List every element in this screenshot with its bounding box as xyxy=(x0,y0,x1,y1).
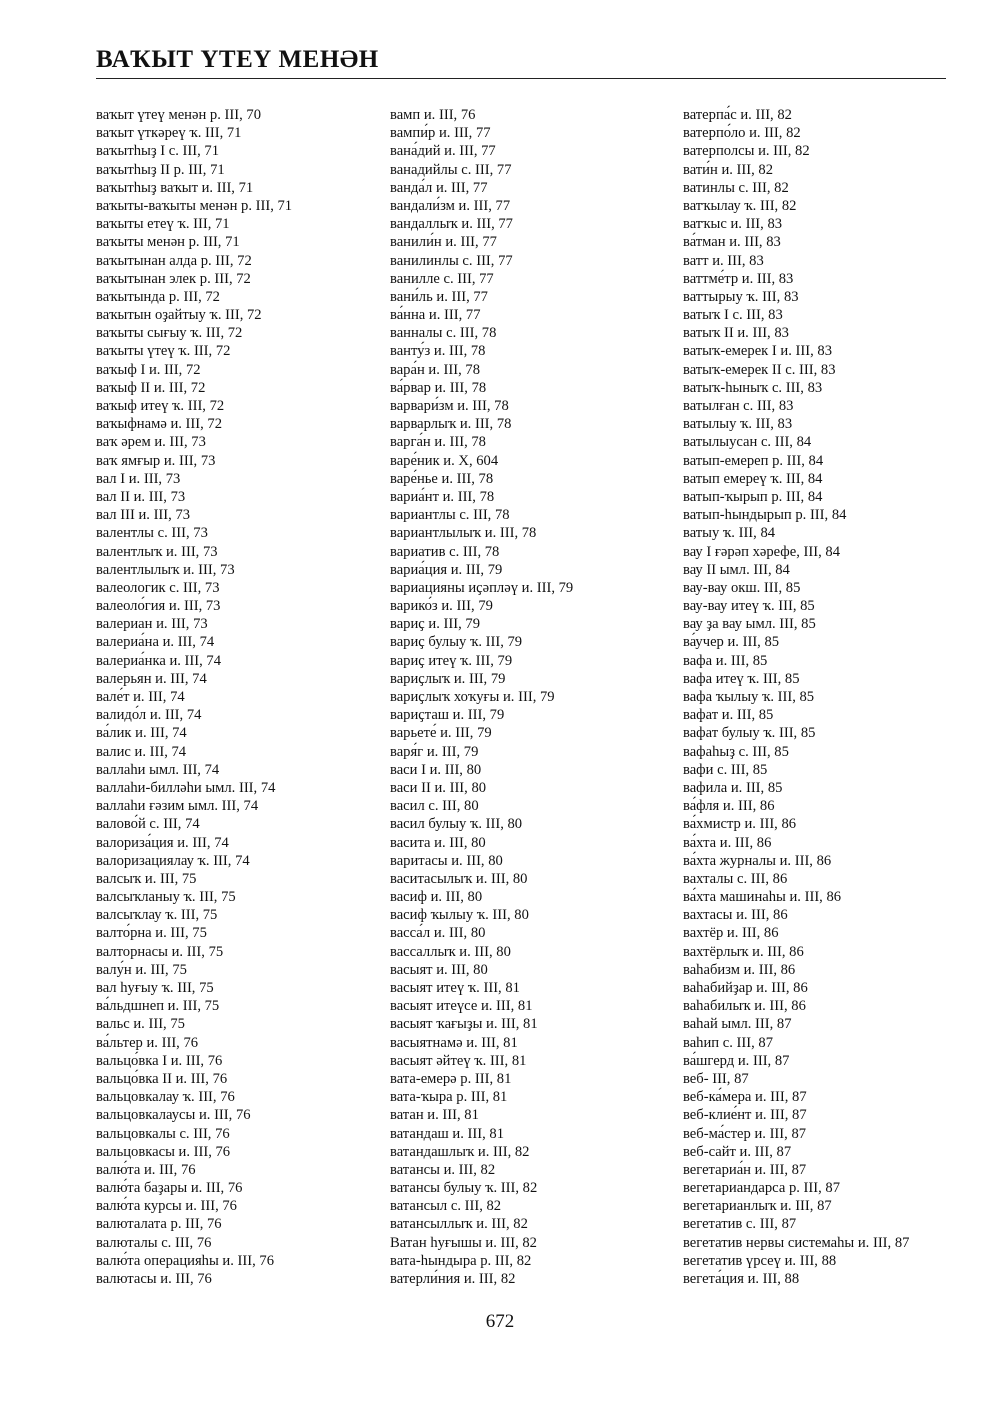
index-entry: васиф и. III, 80 xyxy=(390,889,483,906)
index-entry: васыят әйтеү ҡ. III, 81 xyxy=(390,1052,527,1069)
index-entry: ваҡытһыҙ II р. III, 71 xyxy=(96,161,225,178)
index-entry: ва́льтер и. III, 76 xyxy=(96,1034,199,1051)
running-head: ВАҠЫТ ҮТЕҮ МЕНӘН xyxy=(96,46,379,73)
index-entry: вариацияны иҫәпләү и. III, 79 xyxy=(390,579,574,596)
index-entry: вал I и. III, 73 xyxy=(96,470,181,487)
index-entry: вау-вау итеү ҡ. III, 85 xyxy=(683,598,815,615)
index-entry: ва́учер и. III, 85 xyxy=(683,634,780,651)
index-entry: валово́й с. III, 74 xyxy=(96,816,200,833)
index-entry: васыят и. III, 80 xyxy=(390,961,488,978)
index-entry: вафаһыҙ с. III, 85 xyxy=(683,743,789,760)
index-entry: ваҡытһыҙ ваҡыт и. III, 71 xyxy=(96,179,254,196)
index-entry: ва́нна и. III, 77 xyxy=(390,307,481,324)
index-entry: вафа ҡылыу ҡ. III, 85 xyxy=(683,689,815,705)
index-entry: вариҫ итеү ҡ. III, 79 xyxy=(390,652,513,669)
index-entry: вахтасы и. III, 86 xyxy=(683,907,788,924)
index-entry: ваһабизм и. III, 86 xyxy=(683,961,796,978)
index-entry: валоризациялау ҡ. III, 74 xyxy=(96,852,250,869)
index-entry: ватерпо́ло и. III, 82 xyxy=(683,125,801,142)
index-entry: варя́г и. III, 79 xyxy=(390,743,479,760)
index-entry: вахтёрлыҡ и. III, 86 xyxy=(683,943,804,960)
index-column-1 xyxy=(96,106,381,1288)
index-entry: вариҫлыҡ и. III, 79 xyxy=(390,670,506,687)
index-entry: вахтёр и. III, 86 xyxy=(683,925,779,942)
index-entry: вал II и. III, 73 xyxy=(96,488,186,505)
index-entry: валлаһи ғәзим ымл. III, 74 xyxy=(96,798,259,815)
index-entry: валсыҡ и. III, 75 xyxy=(96,870,197,887)
index-entry: вал III и. III, 73 xyxy=(96,507,191,524)
index-entry: вафи с. III, 85 xyxy=(683,761,768,778)
index-entry: вальцовкалы с. III, 76 xyxy=(96,1125,230,1142)
index-entry: вафила и. III, 85 xyxy=(683,779,783,796)
index-entry: валсыҡланыу ҡ. III, 75 xyxy=(96,889,236,906)
index-entry: ватандашлыҡ и. III, 82 xyxy=(390,1143,530,1160)
index-entry: веб-сайт и. III, 87 xyxy=(683,1143,792,1160)
index-entry: вал һуғыу ҡ. III, 75 xyxy=(96,980,214,996)
index-entry: ватерпа́с и. III, 82 xyxy=(683,107,792,123)
index-entry: вальцовкалаусы и. III, 76 xyxy=(96,1107,251,1124)
index-entry: ватылған с. III, 83 xyxy=(683,398,794,414)
index-entry: валис и. III, 74 xyxy=(96,743,187,760)
index-entry: вариҫ и. III, 79 xyxy=(390,616,480,633)
index-entry: вариантлылыҡ и. III, 78 xyxy=(390,525,537,542)
index-entry: вати́н и. III, 82 xyxy=(683,161,774,178)
index-entry: вара́н и. III, 78 xyxy=(390,361,480,378)
index-entry: ваҡыты үтеү ҡ. III, 72 xyxy=(96,343,231,360)
index-entry: ва́хта журналы и. III, 86 xyxy=(683,852,832,869)
index-entry: ватыҡ-емерек II с. III, 83 xyxy=(683,361,836,378)
index-entry: валюталы с. III, 76 xyxy=(96,1234,212,1251)
index-entry: варико́з и. III, 79 xyxy=(390,598,493,615)
index-entry: вариантлы с. III, 78 xyxy=(390,507,510,524)
index-entry: ватып-емереп р. III, 84 xyxy=(683,452,824,469)
index-entry: ватансы булыу ҡ. III, 82 xyxy=(390,1180,538,1197)
index-entry: васыятнамә и. III, 81 xyxy=(390,1034,518,1051)
index-entry: васитасылыҡ и. III, 80 xyxy=(390,870,528,887)
index-entry: вегета́ция и. III, 88 xyxy=(683,1271,800,1287)
index-entry: вандали́зм и. III, 77 xyxy=(390,197,511,214)
index-entry: вамп и. III, 76 xyxy=(390,107,476,123)
index-entry: валсыҡлау ҡ. III, 75 xyxy=(96,907,218,924)
index-entry: васыят итеүсе и. III, 81 xyxy=(390,998,533,1015)
index-entry: валентлылыҡ и. III, 73 xyxy=(96,561,235,578)
index-entry: ватыҡ-һыныҡ с. III, 83 xyxy=(683,379,823,396)
index-entry: вата-ҡыра р. III, 81 xyxy=(390,1089,508,1106)
index-entry: Ватан һуғышы и. III, 82 xyxy=(390,1234,537,1251)
index-entry: валюталата р. III, 76 xyxy=(96,1216,222,1233)
index-entry: ватерполсы и. III, 82 xyxy=(683,143,810,160)
index-entry: ватҡыс и. III, 83 xyxy=(683,216,783,233)
index-entry: ватып-ҡырып р. III, 84 xyxy=(683,488,823,505)
index-entry: ва́рвар и. III, 78 xyxy=(390,379,487,396)
index-entry: ва́хта и. III, 86 xyxy=(683,834,772,851)
index-entry: ваҡыты-ваҡыты менән р. III, 71 xyxy=(96,197,293,214)
index-entry: ванилле с. III, 77 xyxy=(390,270,494,287)
index-entry: ватылыусан с. III, 84 xyxy=(683,434,812,451)
index-column-3 xyxy=(683,106,983,1288)
index-entry: вандаллыҡ и. III, 77 xyxy=(390,216,513,233)
index-entry: вегетариандарса р. III, 87 xyxy=(683,1180,841,1197)
index-entry: валериа́нка и. III, 74 xyxy=(96,652,222,669)
index-entry: валериа́на и. III, 74 xyxy=(96,634,215,651)
index-entry: валю́та операцияһы и. III, 76 xyxy=(96,1252,274,1269)
index-entry: васита и. III, 80 xyxy=(390,834,486,851)
index-entry: ватылыу ҡ. III, 83 xyxy=(683,416,793,433)
index-entry: веб-ка́мера и. III, 87 xyxy=(683,1089,807,1106)
index-entry: ваттырыу ҡ. III, 83 xyxy=(683,288,799,305)
index-entry: варварлыҡ и. III, 78 xyxy=(390,416,512,433)
index-entry: васи II и. III, 80 xyxy=(390,779,487,796)
index-entry: валериан и. III, 73 xyxy=(96,616,208,633)
index-entry: ванналы с. III, 78 xyxy=(390,325,497,342)
index-entry: ва́шгерд и. III, 87 xyxy=(683,1052,790,1069)
index-entry: вальцовкасы и. III, 76 xyxy=(96,1143,231,1160)
index-entry: валентлы с. III, 73 xyxy=(96,525,208,542)
page-number: 672 xyxy=(485,1311,515,1332)
index-entry: валидо́л и. III, 74 xyxy=(96,707,202,724)
index-entry: веб-клие́нт и. III, 87 xyxy=(683,1107,807,1124)
index-entry: ва́хмистр и. III, 86 xyxy=(683,816,797,833)
index-entry: валлаһи-билләһи ымл. III, 74 xyxy=(96,779,276,796)
header-rule xyxy=(96,78,946,79)
index-column-2 xyxy=(390,106,675,1288)
index-entry: вариа́нт и. III, 78 xyxy=(390,488,495,505)
index-entry: варе́нье и. III, 78 xyxy=(390,470,494,487)
index-entry: вариа́ция и. III, 79 xyxy=(390,561,503,578)
index-entry: ваҡытынан алда р. III, 72 xyxy=(96,252,252,269)
index-entry: ваҡытһыҙ I с. III, 71 xyxy=(96,143,219,160)
index-entry: ваһабийҙар и. III, 86 xyxy=(683,980,808,996)
index-entry: ваҡыф I и. III, 72 xyxy=(96,361,201,378)
index-entry: вегетарианлыҡ и. III, 87 xyxy=(683,1198,832,1215)
index-entry: варвари́зм и. III, 78 xyxy=(390,398,509,414)
index-entry: валто́рна и. III, 75 xyxy=(96,925,207,942)
index-entry: вана́дий и. III, 77 xyxy=(390,143,496,160)
index-entry: валеологик с. III, 73 xyxy=(96,579,220,596)
index-entry: ваҡытын оҙайтыу ҡ. III, 72 xyxy=(96,307,262,324)
index-entry: ватып-һындырып р. III, 84 xyxy=(683,507,847,524)
index-entry: вариҫлыҡ хоҡуғы и. III, 79 xyxy=(390,689,555,705)
index-entry: вата-һындыра р. III, 82 xyxy=(390,1252,532,1269)
index-entry: валерьян и. III, 74 xyxy=(96,670,207,687)
index-entry: ваҡыт үткәреү ҡ. III, 71 xyxy=(96,125,242,142)
index-entry: ванилинлы с. III, 77 xyxy=(390,252,513,269)
index-entry: ватансы и. III, 82 xyxy=(390,1161,496,1178)
index-entry: вальс и. III, 75 xyxy=(96,1016,185,1033)
index-entry: вафа и. III, 85 xyxy=(683,652,768,669)
index-entry: вале́т и. III, 74 xyxy=(96,689,185,705)
index-entry: ватансыллыҡ и. III, 82 xyxy=(390,1216,528,1233)
index-entry: вегетатив с. III, 87 xyxy=(683,1216,797,1233)
index-entry: ватҡылау ҡ. III, 82 xyxy=(683,197,797,214)
index-entry: валлаһи ымл. III, 74 xyxy=(96,761,220,778)
index-entry: валю́та и. III, 76 xyxy=(96,1161,196,1178)
index-entry: вани́ль и. III, 77 xyxy=(390,288,488,305)
index-entry: вау I ғәрәп хәрефе, III, 84 xyxy=(683,543,841,560)
index-entry: ваҡыты етеү ҡ. III, 71 xyxy=(96,216,230,233)
index-entry: вафат булыу ҡ. III, 85 xyxy=(683,725,816,742)
index-entry: ва́фля и. III, 86 xyxy=(683,798,775,815)
index-entry: валю́та курсы и. III, 76 xyxy=(96,1198,237,1215)
index-entry: ванту́з и. III, 78 xyxy=(390,343,486,360)
index-entry: ватансыл с. III, 82 xyxy=(390,1198,502,1215)
index-entry: ва́лик и. III, 74 xyxy=(96,725,187,742)
index-entry: васыят итеү ҡ. III, 81 xyxy=(390,980,520,996)
index-entry: валторнасы и. III, 75 xyxy=(96,943,224,960)
index-entry: ваҡ ямғыр и. III, 73 xyxy=(96,452,216,469)
index-entry: вальцо́вка I и. III, 76 xyxy=(96,1052,223,1069)
index-entry: вампи́р и. III, 77 xyxy=(390,125,491,142)
index-entry: ва́льдшнеп и. III, 75 xyxy=(96,998,220,1015)
index-entry: ваҡыт үтеү менән р. III, 70 xyxy=(96,107,261,123)
index-entry: ваһай ымл. III, 87 xyxy=(683,1016,792,1033)
index-entry: веб-ма́стер и. III, 87 xyxy=(683,1125,807,1142)
index-entry: ванили́н и. III, 77 xyxy=(390,234,497,251)
index-entry: ванда́л и. III, 77 xyxy=(390,179,488,196)
index-entry: вафа итеү ҡ. III, 85 xyxy=(683,670,800,687)
index-entry: валеоло́гия и. III, 73 xyxy=(96,598,221,615)
index-entry: ваҡыфнамә и. III, 72 xyxy=(96,416,223,433)
index-entry: вальцо́вка II и. III, 76 xyxy=(96,1070,228,1087)
index-entry: ванадийлы с. III, 77 xyxy=(390,161,512,178)
index-entry: ваҡ әрем и. III, 73 xyxy=(96,434,206,451)
index-entry: васил булыу ҡ. III, 80 xyxy=(390,816,523,833)
index-entry: вассаллыҡ и. III, 80 xyxy=(390,943,511,960)
index-entry: ва́тман и. III, 83 xyxy=(683,234,781,251)
index-entry: вафат и. III, 85 xyxy=(683,707,774,724)
index-entry: ватан и. III, 81 xyxy=(390,1107,479,1124)
index-entry: вата-емерә р. III, 81 xyxy=(390,1070,512,1087)
index-entry: вау II ымл. III, 84 xyxy=(683,561,790,578)
index-entry: васил с. III, 80 xyxy=(390,798,479,815)
index-entry: ваҡыф итеү ҡ. III, 72 xyxy=(96,398,225,414)
index-entry: валю́та баҙары и. III, 76 xyxy=(96,1180,243,1197)
index-entry: вариатив с. III, 78 xyxy=(390,543,500,560)
index-entry: варе́ник и. X, 604 xyxy=(390,452,499,469)
index-entry: вегетатив үрсеү и. III, 88 xyxy=(683,1252,837,1269)
index-entry: ватыҡ II и. III, 83 xyxy=(683,325,789,342)
index-entry: валютасы и. III, 76 xyxy=(96,1271,212,1287)
index-entry: ватып емереү ҡ. III, 84 xyxy=(683,470,823,487)
index-entry: вариҫ булыу ҡ. III, 79 xyxy=(390,634,523,651)
index-entry: вариҫташ и. III, 79 xyxy=(390,707,505,724)
index-entry: вегетатив нервы системаһы и. III, 87 xyxy=(683,1234,910,1251)
index-entry: вахталы с. III, 86 xyxy=(683,870,788,887)
index-entry: васи I и. III, 80 xyxy=(390,761,482,778)
index-entry: ваһип с. III, 87 xyxy=(683,1034,773,1051)
index-entry: ваҡытынан элек р. III, 72 xyxy=(96,270,251,287)
index-entry: ваһабилыҡ и. III, 86 xyxy=(683,998,806,1015)
index-entry: варга́н и. III, 78 xyxy=(390,434,486,451)
index-entry: валориза́ция и. III, 74 xyxy=(96,834,229,851)
index-entry: валентлыҡ и. III, 73 xyxy=(96,543,218,560)
index-entry: вальцовкалау ҡ. III, 76 xyxy=(96,1089,235,1106)
index-entry: ва́хта машинаһы и. III, 86 xyxy=(683,889,842,906)
index-entry: ватыҡ-емерек I и. III, 83 xyxy=(683,343,832,360)
index-entry: васыят ҡағыҙы и. III, 81 xyxy=(390,1016,538,1033)
index-entry: васиф ҡылыу ҡ. III, 80 xyxy=(390,907,529,924)
index-entry: ваҡыф II и. III, 72 xyxy=(96,379,206,396)
index-entry: ватинлы с. III, 82 xyxy=(683,179,789,196)
index-entry: ватыҡ I с. III, 83 xyxy=(683,307,783,324)
index-entry: варитасы и. III, 80 xyxy=(390,852,503,869)
index-entry: ваттме́тр и. III, 83 xyxy=(683,270,794,287)
index-entry: вау-вау окш. III, 85 xyxy=(683,579,801,596)
index-entry: ватыу ҡ. III, 84 xyxy=(683,525,776,542)
index-entry: варьете́ и. III, 79 xyxy=(390,725,492,742)
index-entry: валу́н и. III, 75 xyxy=(96,961,187,978)
index-entry: ватерли́ния и. III, 82 xyxy=(390,1271,516,1287)
index-entry: веб- III, 87 xyxy=(683,1070,749,1087)
index-entry: ваҡытында р. III, 72 xyxy=(96,288,220,305)
index-entry: вегетариа́н и. III, 87 xyxy=(683,1161,807,1178)
index-entry: васса́л и. III, 80 xyxy=(390,925,486,942)
index-entry: ватандаш и. III, 81 xyxy=(390,1125,505,1142)
index-entry: ватт и. III, 83 xyxy=(683,252,764,269)
index-entry: ваҡыты менән р. III, 71 xyxy=(96,234,240,251)
index-entry: ваҡыты сығыу ҡ. III, 72 xyxy=(96,325,243,342)
index-entry: вау ҙа вау ымл. III, 85 xyxy=(683,616,816,633)
